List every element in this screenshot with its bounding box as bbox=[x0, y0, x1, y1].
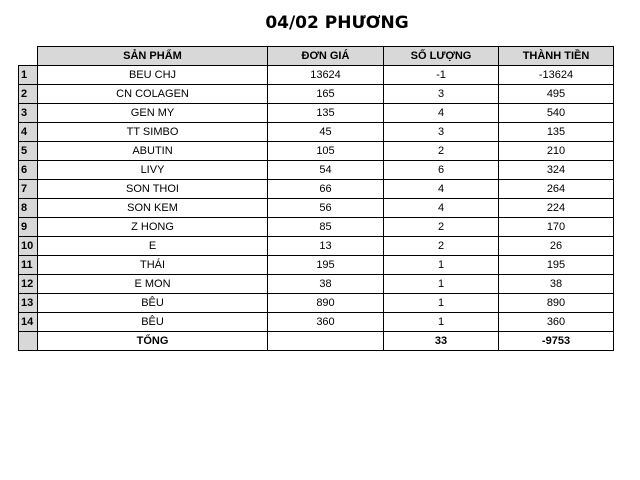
price-cell[interactable]: 54 bbox=[268, 161, 384, 180]
quantity-cell[interactable]: 3 bbox=[384, 85, 499, 104]
price-cell[interactable]: 66 bbox=[268, 180, 384, 199]
total-cell[interactable]: 26 bbox=[499, 237, 614, 256]
product-cell[interactable]: SON THOI bbox=[38, 180, 268, 199]
sales-table bbox=[18, 46, 614, 351]
row-index-cell[interactable]: 14 bbox=[19, 313, 38, 332]
total-cell[interactable]: 890 bbox=[499, 294, 614, 313]
table-row bbox=[19, 180, 614, 199]
table-row bbox=[19, 104, 614, 123]
price-cell[interactable]: 360 bbox=[268, 313, 384, 332]
price-cell[interactable]: 105 bbox=[268, 142, 384, 161]
row-index-cell[interactable]: 10 bbox=[19, 237, 38, 256]
footer-index-cell[interactable] bbox=[19, 332, 38, 351]
quantity-cell[interactable]: 4 bbox=[384, 199, 499, 218]
table-row bbox=[19, 85, 614, 104]
sheet-title: 04/02 PHƯƠNG bbox=[265, 13, 409, 33]
table-row bbox=[19, 275, 614, 294]
table-row bbox=[19, 218, 614, 237]
row-index-cell[interactable]: 5 bbox=[19, 142, 38, 161]
total-cell[interactable]: 264 bbox=[499, 180, 614, 199]
header-price[interactable]: ĐƠN GIÁ bbox=[268, 47, 384, 66]
quantity-cell[interactable]: 2 bbox=[384, 142, 499, 161]
product-cell[interactable]: E MON bbox=[38, 275, 268, 294]
row-index-cell[interactable]: 13 bbox=[19, 294, 38, 313]
header-quantity[interactable]: SỐ LƯỢNG bbox=[384, 47, 499, 66]
product-cell[interactable]: BÊU bbox=[38, 294, 268, 313]
product-cell[interactable]: E bbox=[38, 237, 268, 256]
row-index-cell[interactable]: 9 bbox=[19, 218, 38, 237]
table-body bbox=[19, 66, 614, 332]
row-index-cell[interactable]: 4 bbox=[19, 123, 38, 142]
product-cell[interactable]: BEU CHJ bbox=[38, 66, 268, 85]
product-cell[interactable]: GEN MY bbox=[38, 104, 268, 123]
table-row bbox=[19, 237, 614, 256]
quantity-cell[interactable]: 3 bbox=[384, 123, 499, 142]
total-cell[interactable]: 170 bbox=[499, 218, 614, 237]
footer-quantity-cell[interactable]: 33 bbox=[384, 332, 499, 351]
price-cell[interactable]: 13 bbox=[268, 237, 384, 256]
quantity-cell[interactable]: 4 bbox=[384, 104, 499, 123]
corner-cell bbox=[19, 47, 38, 66]
row-index-cell[interactable]: 2 bbox=[19, 85, 38, 104]
product-cell[interactable]: CN COLAGEN bbox=[38, 85, 268, 104]
header-row bbox=[19, 47, 614, 66]
quantity-cell[interactable]: 1 bbox=[384, 313, 499, 332]
price-cell[interactable]: 13624 bbox=[268, 66, 384, 85]
price-cell[interactable]: 195 bbox=[268, 256, 384, 275]
header-total[interactable]: THÀNH TIỀN bbox=[499, 47, 614, 66]
row-index-cell[interactable]: 1 bbox=[19, 66, 38, 85]
row-index-cell[interactable]: 7 bbox=[19, 180, 38, 199]
table-row bbox=[19, 66, 614, 85]
quantity-cell[interactable]: -1 bbox=[384, 66, 499, 85]
quantity-cell[interactable]: 1 bbox=[384, 275, 499, 294]
total-cell[interactable]: 540 bbox=[499, 104, 614, 123]
quantity-cell[interactable]: 6 bbox=[384, 161, 499, 180]
row-index-cell[interactable]: 3 bbox=[19, 104, 38, 123]
quantity-cell[interactable]: 1 bbox=[384, 294, 499, 313]
footer-label-cell[interactable]: TỔNG bbox=[38, 332, 268, 351]
header-product[interactable]: SẢN PHẨM bbox=[38, 47, 268, 66]
product-cell[interactable]: TT SIMBO bbox=[38, 123, 268, 142]
quantity-cell[interactable]: 4 bbox=[384, 180, 499, 199]
footer-row bbox=[19, 332, 614, 351]
table-row bbox=[19, 123, 614, 142]
product-cell[interactable]: Z HONG bbox=[38, 218, 268, 237]
row-index-cell[interactable]: 6 bbox=[19, 161, 38, 180]
product-cell[interactable]: THÁI bbox=[38, 256, 268, 275]
price-cell[interactable]: 85 bbox=[268, 218, 384, 237]
quantity-cell[interactable]: 1 bbox=[384, 256, 499, 275]
price-cell[interactable]: 56 bbox=[268, 199, 384, 218]
price-cell[interactable]: 38 bbox=[268, 275, 384, 294]
total-cell[interactable]: 38 bbox=[499, 275, 614, 294]
product-cell[interactable]: BÊU bbox=[38, 313, 268, 332]
table-row bbox=[19, 294, 614, 313]
total-cell[interactable]: 224 bbox=[499, 199, 614, 218]
row-index-cell[interactable]: 8 bbox=[19, 199, 38, 218]
footer-price-cell[interactable] bbox=[268, 332, 384, 351]
total-cell[interactable]: 495 bbox=[499, 85, 614, 104]
product-cell[interactable]: SON KEM bbox=[38, 199, 268, 218]
price-cell[interactable]: 165 bbox=[268, 85, 384, 104]
quantity-cell[interactable]: 2 bbox=[384, 218, 499, 237]
product-cell[interactable]: LIVY bbox=[38, 161, 268, 180]
total-cell[interactable]: 210 bbox=[499, 142, 614, 161]
row-index-cell[interactable]: 11 bbox=[19, 256, 38, 275]
footer-total-cell[interactable]: -9753 bbox=[499, 332, 614, 351]
table-row bbox=[19, 313, 614, 332]
product-cell[interactable]: ABUTIN bbox=[38, 142, 268, 161]
total-cell[interactable]: 135 bbox=[499, 123, 614, 142]
table-row bbox=[19, 199, 614, 218]
price-cell[interactable]: 135 bbox=[268, 104, 384, 123]
table-row bbox=[19, 161, 614, 180]
total-cell[interactable]: 360 bbox=[499, 313, 614, 332]
price-cell[interactable]: 45 bbox=[268, 123, 384, 142]
table-row bbox=[19, 256, 614, 275]
total-cell[interactable]: -13624 bbox=[499, 66, 614, 85]
quantity-cell[interactable]: 2 bbox=[384, 237, 499, 256]
total-cell[interactable]: 324 bbox=[499, 161, 614, 180]
price-cell[interactable]: 890 bbox=[268, 294, 384, 313]
row-index-cell[interactable]: 12 bbox=[19, 275, 38, 294]
table-row bbox=[19, 142, 614, 161]
total-cell[interactable]: 195 bbox=[499, 256, 614, 275]
